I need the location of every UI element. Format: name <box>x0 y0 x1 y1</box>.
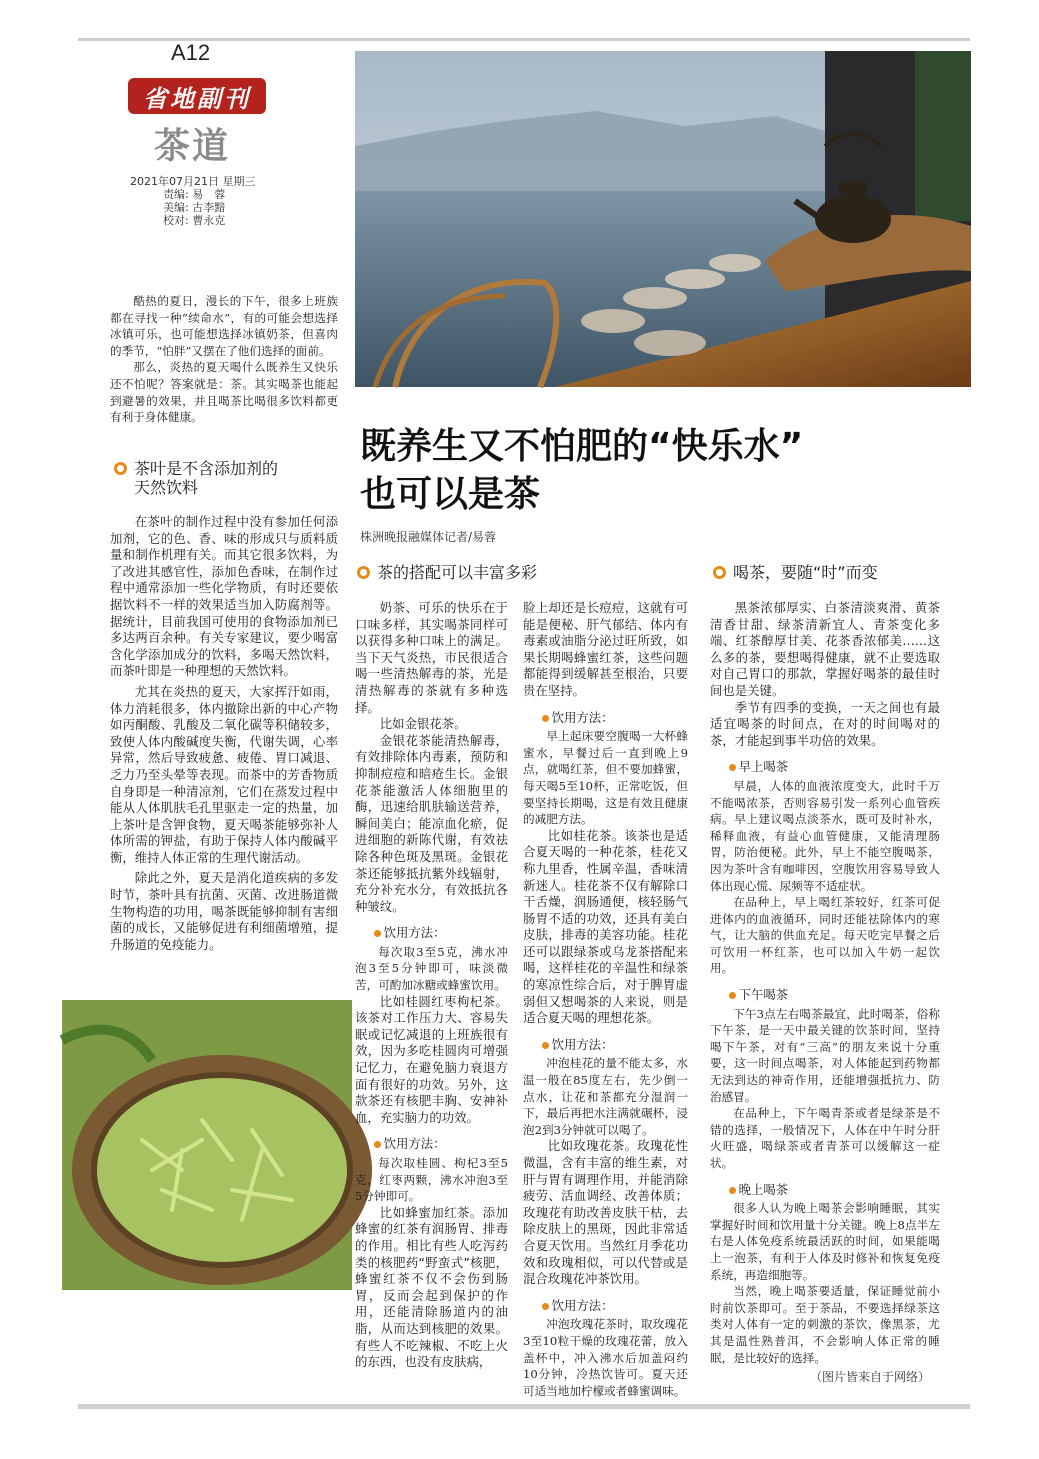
mid1-p5: 比如桂圆红枣枸杞茶。该茶对工作压力大、容易失眠或记忆减退的上班族很有效，因为多吃桂圆肉可增强记忆力，在避免脑力衰退方面有很好的功效。另外，这款茶还有核肥丰胸、安神补血，充实脑力的功效。 <box>355 993 508 1125</box>
bullet-dot-icon <box>542 1042 549 1049</box>
tea-basket-photo <box>62 1000 352 1290</box>
page-number: A12 <box>171 40 211 65</box>
left-column-text <box>110 514 338 990</box>
morning-p1: 早晨，人体的血液浓度变大，此时千万不能喝浓茶，否则容易引发一系列心血管疾病。早上建议喝点淡茶水，既可及时补水，稀释血液，有益心血管健康，又能清理肠胃，防治便秘。此外，早上不能空腹喝茶，因为茶叶含有咖啡因，空腹饮用容易导致人体出现心慌、尿频等不适症状。 <box>710 778 940 893</box>
afternoon-p1: 下午3点左右喝茶最宜，此时喝茶，俗称下午茶，是一天中最关键的饮茶时间，坚持喝下午茶，对有“三高”的朋友来说十分重要，这一时间点喝茶，对人体能起到药物都无法到达的神奇作用，还能增强抵抗力、防治感冒。 <box>710 1006 940 1104</box>
left-section-heading <box>114 459 278 497</box>
mid2-p1: 脸上却还是长痘痘，这就有可能是便秘、肝气郁结、体内有毒素或油脂分泌过旺所致，如果长期喝蜂蜜红茶，这些问题都能得到缓解甚至根治，只要贵在坚持。 <box>523 600 688 698</box>
bullet-dot-icon <box>374 930 381 937</box>
supplement-logo-text: 省地副刊 <box>143 83 251 113</box>
tea-table-illustration <box>355 51 971 387</box>
time-morning-label: 早上喝茶 <box>710 759 940 776</box>
bullet-dot-icon <box>729 992 736 999</box>
left-paragraph-3: 除此之外，夏天是消化道疾病的多发时节，茶叶具有抗菌、灭菌、改进肠道微生物构造的功用，喝茶既能够抑制有害细菌的成长，又能够促进有利细菌增殖，提升肠道的免疫能力。 <box>110 870 338 952</box>
mid1-p6: 每次取桂圆、枸杞3至5克，红枣两颗，沸水冲泡3至5分钟即可。 <box>355 1156 508 1204</box>
bullet-dot-icon <box>374 1141 381 1148</box>
basket-illustration <box>62 1000 352 1290</box>
mid1-p2: 比如金银花茶。 <box>379 716 467 732</box>
headline-line-2: 也可以是茶 <box>360 474 541 515</box>
mid-column-2 <box>523 600 688 1398</box>
bullet-dot-icon <box>542 1303 549 1310</box>
evening-p1: 很多人认为晚上喝茶会影响睡眠，其实掌握好时间和饮用量十分关键。晚上8点半左右是人体免疫系统最活跃的时间，如果能喝上一泡茶，有利于人体及时修补和恢复免疫系统，再造细胞等。 <box>710 1201 940 1282</box>
bullet-dot-icon <box>729 764 736 771</box>
section-ring-icon <box>357 566 370 579</box>
mid2-p3: 比如桂花茶。该茶也是适合夏天喝的一种花茶，桂花又称九里香，性属辛温，香味清新迷人。桂花茶不仅有解除口干舌燥，润肠通便，核轻肠气肠胃不适的功效，还具有美白皮肤，排毒的美容功能。桂花还可以跟绿茶或乌龙茶搭配来喝，这样桂花的辛温性和绿茶的寒凉性综合后，对于脾胃虚弱但又想喝茶的人来说，则是适合夏天喝的理想花茶。 <box>523 827 688 1026</box>
mid2-method-1: 饮用方法： <box>523 710 688 727</box>
mid1-p7: 比如蜂蜜加红茶。添加蜂蜜的红茶有润肠胃、排毒的作用。相比有些人吃泻药类的核肥药“野蛮式”核肥，蜂蜜红茶不仅不会伤到肠胃，反而会起到保护的作用，还能清除肠道内的油脂，从而达到核肥的效果。有些人不吃辣椒、不吃上火的东西，也没有皮肤病， <box>355 1204 508 1370</box>
right-section-heading <box>713 563 878 582</box>
mid1-method-1: 饮用方法： <box>355 925 508 942</box>
mid1-method-2: 饮用方法： <box>355 1136 508 1153</box>
mid1-p1: 奶茶、可乐的快乐在于口味多样，其实喝茶同样可以获得多种口味上的满足。当下天气炎热，市民很适合喝一些清热解毒的茶，光是清热解毒的茶就有多种选择。 <box>355 600 508 715</box>
hero-photo <box>355 51 971 387</box>
right-p2: 季节有四季的变换，一天之间也有最适宜喝茶的时间点，在对的时间喝对的茶，才能起到事半功倍的效果。 <box>710 699 940 748</box>
proofreader-credit: 校对: 曹永克 <box>163 214 226 227</box>
top-rule <box>78 38 970 41</box>
bullet-dot-icon <box>542 715 549 722</box>
mid-section-heading <box>357 563 537 582</box>
bullet-dot-icon <box>729 1187 736 1194</box>
supplement-logo <box>128 78 266 114</box>
time-evening-label: 晚上喝茶 <box>710 1182 940 1199</box>
byline: 株洲晚报融媒体记者/易蓉 <box>360 530 497 544</box>
section-ring-icon <box>713 566 726 579</box>
section-ring-icon <box>114 462 127 475</box>
right-column <box>710 600 940 1365</box>
left-heading-line-1: 茶叶是不含添加剂的 <box>134 459 279 478</box>
mid2-p5: 比如玫瑰花茶。玫瑰花性微温，含有丰富的维生素，对肝与胃有调理作用，并能消除疲劳、活血调经、改善体质；玫瑰花有助改善皮肤干枯，去除皮肤上的黑斑，因此非常适合夏天饮用。当然红月季花功效和玫瑰相似，可以代替或是混合玫瑰花冲茶饮用。 <box>523 1138 688 1287</box>
left-paragraph-2: 尤其在炎热的夏天，大家挥汗如雨，体力消耗很多，体内撤除出新的中心产物如丙酮酸、乳酸及二氧化碳等积储较多，致使人体内酸碱度失衡，代谢失调，心率异常，然后导致疲惫、疲倦、胃口减退、乏力乃至头晕等表现。而茶中的芳香物质自身即是一种清凉剂，它们在蒸发过程中能从人体肌肤毛孔里驱走一定的热量，加上茶叶是含钾食物，夏天喝茶能够弥补人体所需的钾盐，有助于保持人体内酸碱平衡，维持人体正常的生理代谢活动。 <box>110 683 338 865</box>
photo-credit: （图片皆来自于网络） <box>810 1370 931 1384</box>
mid1-p3: 金银花茶能清热解毒，有效排除体内毒素，预防和抑制痘痘和暗疮生长。金银花茶能激活人体细胞里的酶，迅速给肌肤输送营养，瞬间美白；能凉血化瘀，促进细胞的新陈代谢，有效祛除各种色斑及黑斑。金银花茶还能够抵抗紫外线辐射，充分补充水分，有效抵抗各种皱纹。 <box>355 732 508 914</box>
intro-paragraph-2: 那么，炎热的夏天喝什么既养生又快乐还不怕呢？答案就是：茶。其实喝茶也能起到避暑的效果，并且喝茶比喝很多饮料都更有利于身体健康。 <box>110 360 338 425</box>
mid-heading-text: 茶的搭配可以丰富多彩 <box>377 563 538 582</box>
evening-p2: 当然，晚上喝茶要适量，保证睡觉前小时前饮茶即可。至于茶品，不要选择绿茶这类对人体有一定的刺激的茶饮，像黑茶，尤其是温性熟普洱，不会影响人体正常的睡眠，是比较好的选择。 <box>710 1284 940 1365</box>
left-heading-line-2: 天然饮料 <box>134 478 199 497</box>
section-title: 茶道 <box>154 125 231 167</box>
mid2-p2: 早上起床要空腹喝一大杯蜂蜜水，早餐过后一直到晚上9点，就喝红茶，但不要加蜂蜜，每天喝5至10杯，正常吃饭，但要坚持长期喝，这是有效且健康的减肥方法。 <box>523 729 688 827</box>
intro-paragraph-1: 酷热的夏日，漫长的下午，很多上班族都在寻找一种“续命水”，有的可能会想选择冰镇可乐，也可能想选择冰镇奶茶，但喜肉的季节，“怕胖”又摆在了他们选择的面前。 <box>110 294 338 358</box>
mid2-p6: 冲泡玫瑰花茶时，取玫瑰花3至10粒干燥的玫瑰花蕾，放入盖杯中，冲入沸水后加盖闷约10分钟，冷热饮皆可。夏天还可适当地加柠檬或者蜂蜜调味。 <box>523 1317 688 1398</box>
bottom-rule <box>78 1404 970 1409</box>
afternoon-p2: 在品种上，下午喝青茶或者是绿茶是不错的选择，一般情况下，人体在中午时分肝火旺盛，喝绿茶或者青茶可以缓解这一症状。 <box>710 1106 940 1170</box>
mid1-p4: 每次取3至5克，沸水冲泡3至5分钟即可，味淡微苦，可酌加冰糖或蜂蜜饮用。 <box>355 944 508 993</box>
right-p1: 黑茶浓郁厚实、白茶清淡爽滑、黄茶清香甘甜、绿茶清新宜人、青茶变化多端、红茶醇厚甘美、花茶香浓郁美……这么多的茶，要想喝得健康，就不止要选取对自己胃口的那款，掌握好喝茶的最佳时间也是关键。 <box>710 600 940 698</box>
intro-text <box>110 293 338 426</box>
morning-p2: 在品种上，早上喝红茶较好，红茶可促进体内的血液循环，同时还能祛除体内的寒气，让大脑的供血充足。每天吃完早餐之后可饮用一杯红茶，也可以加入牛奶一起饮用。 <box>710 895 940 976</box>
time-afternoon-label: 下午喝茶 <box>710 987 940 1004</box>
designer-credit: 美编: 古李黯 <box>163 201 226 214</box>
right-heading-text: 喝茶，要随“时”而变 <box>733 563 878 582</box>
date-line: 2021年07月21日 星期三 <box>130 175 256 188</box>
mid-column-1 <box>355 600 508 1380</box>
mid2-method-2: 饮用方法： <box>523 1037 688 1054</box>
mid2-method-3: 饮用方法： <box>523 1298 688 1315</box>
left-paragraph-1: 在茶叶的制作过程中没有参加任何添加剂，它的色、香、味的形成只与质料质量和制作机理有关。而其它很多饮料，为了改进其感官性，添加色香味，在制作过程中通常添加一些化学物质，有时还要依据饮料不一样的效果适当加入防腐剂等。据统计，目前我国可使用的食物添加剂已多达两百余种。有关专家建议，要少喝富含化学添加成分的饮料，多喝天然饮料，而茶叶即是一种理想的天然饮料。 <box>110 514 338 679</box>
editor-credit: 责编: 易 蓉 <box>163 188 226 201</box>
mid2-p4: 冲泡桂花的量不能太多，水温一般在85度左右，先少倒一点水，让花和茶都充分湿润一下，最后再把水注满就碾杯，浸泡2到3分钟就可以喝了。 <box>523 1056 688 1137</box>
headline-line-1: 既养生又不怕肥的“快乐水” <box>360 426 804 467</box>
